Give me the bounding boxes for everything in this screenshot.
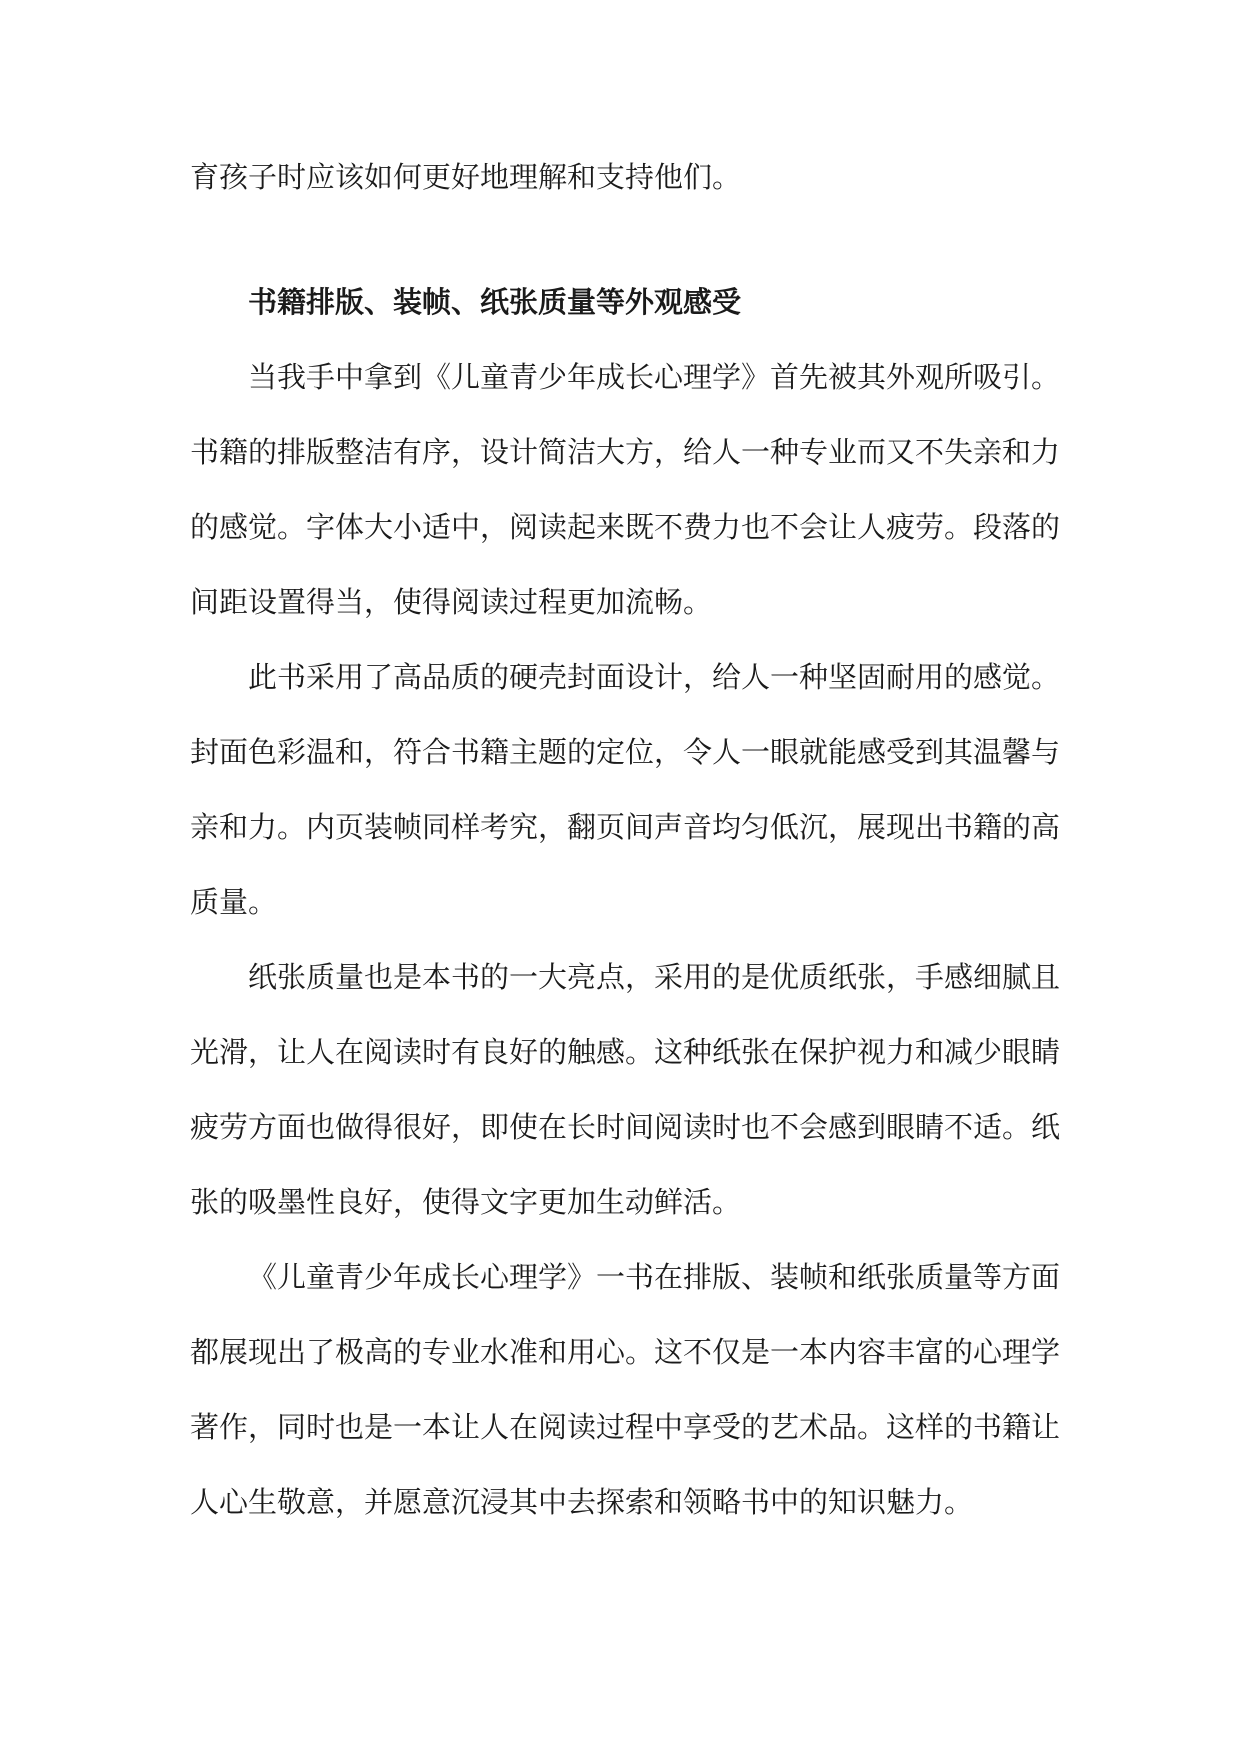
continuation-paragraph: 育孩子时应该如何更好地理解和支持他们。: [190, 160, 742, 194]
document-body: [190, 140, 1060, 1540]
paragraph-paper: 纸张质量也是本书的一大亮点，采用的是优质纸张，手感细腻且光滑，让人在阅读时有良好的触感。这种纸张在保护视力和减少眼睛疲劳方面也做得很好，即使在长时间阅读时也不会感到眼睛不适。纸张的吸墨性良好，使得文字更加生动鲜活。: [190, 960, 1061, 1219]
paragraph-conclusion: 《儿童青少年成长心理学》一书在排版、装帧和纸张质量等方面都展现出了极高的专业水准和用心。这不仅是一本内容丰富的心理学著作，同时也是一本让人在阅读过程中享受的艺术品。这样的书籍让人心生敬意，并愿意沉浸其中去探索和领略书中的知识魅力。: [190, 1260, 1061, 1519]
paragraph-layout: 当我手中拿到《儿童青少年成长心理学》首先被其外观所吸引。书籍的排版整洁有序，设计简洁大方，给人一种专业而又不失亲和力的感觉。字体大小适中，阅读起来既不费力也不会让人疲劳。段落的间距设置得当，使得阅读过程更加流畅。: [190, 360, 1061, 619]
paragraph-binding: 此书采用了高品质的硬壳封面设计，给人一种坚固耐用的感觉。封面色彩温和，符合书籍主题的定位，令人一眼就能感受到其温馨与亲和力。内页装帧同样考究，翻页间声音均匀低沉，展现出书籍的高质量。: [190, 660, 1061, 919]
section-heading: 书籍排版、装帧、纸张质量等外观感受: [248, 285, 742, 319]
